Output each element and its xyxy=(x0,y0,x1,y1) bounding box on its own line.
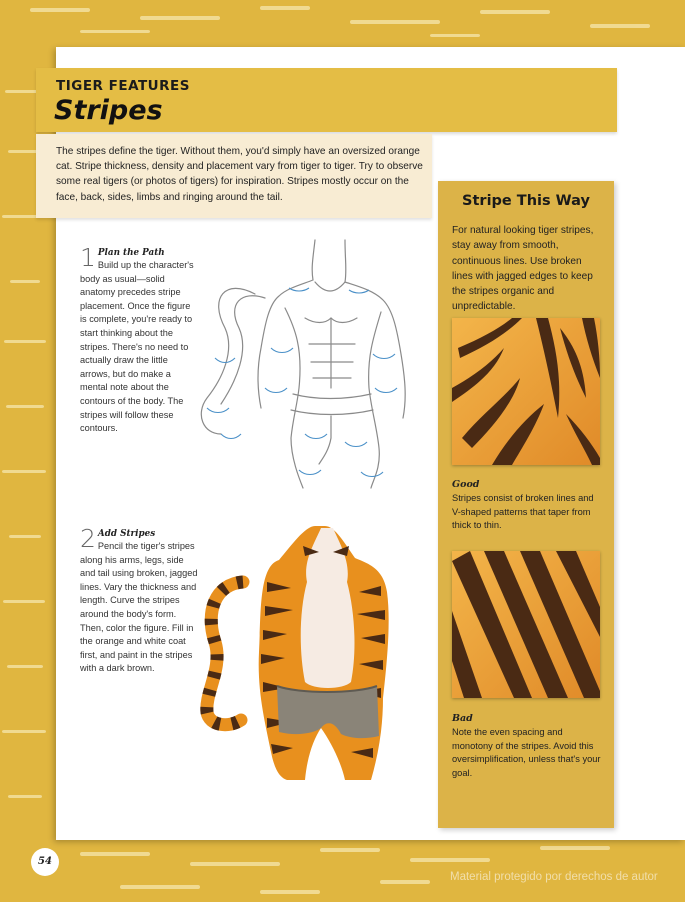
sketch-figure xyxy=(195,238,425,490)
bad-stripes-swatch xyxy=(452,551,600,698)
good-label: Good xyxy=(452,479,480,490)
step-number: 2 xyxy=(80,524,96,553)
step-title: Plan the Path xyxy=(97,248,165,258)
bad-text: Note the even spacing and monotony of the stripes. Avoid this oversimplification, unless that's your goal. xyxy=(452,727,601,779)
step-add-stripes xyxy=(80,524,198,676)
step-title: Add Stripes xyxy=(97,529,156,539)
good-text: Stripes consist of broken lines and V-shaped patterns that taper from thick to thin. xyxy=(452,493,594,531)
intro-box xyxy=(36,134,432,218)
step-text: Pencil the tiger's stripes along his arms, legs, side and tail using broken, jagged lines. Vary the thickness and length. Curve the stripes around the body's form. Then, color the figure. Fill in the orange and white coat first, and paint in the stripes with a dark brown. xyxy=(80,541,198,674)
intro-text: The stripes define the tiger. Without them, you'd simply have an oversized orange cat. Stripe thickness, density and placement vary from tiger to tiger. Try to observe some real tigers (or photos of tigers) for inspiration. Stripes mostly occur on the face, back, sides, limbs and ringing around the tail. xyxy=(56,146,423,203)
title-band xyxy=(36,68,617,132)
tiger-figure xyxy=(195,522,425,780)
page-title: Stripes xyxy=(54,95,163,126)
sidebar-text: For natural looking tiger stripes, stay away from smooth, continuous lines. Use broken lines with jagged edges to keep the stripes organic and unpredictable. xyxy=(452,225,594,313)
step-text: Build up the character's body as usual—solid anatomy precedes stripe placement. Once the figure is complete, you're ready to start thinking about the stripes. There's no need to actually draw the little arrows, but do make a mental note about the contours of the body. The stripes will follow these contours. xyxy=(80,260,194,434)
sidebar-stripe-this-way xyxy=(438,181,614,828)
copyright-watermark: Material protegido por derechos de autor xyxy=(450,871,658,883)
section-kicker: TIGER FEATURES xyxy=(56,78,190,94)
good-stripes-swatch xyxy=(452,318,600,465)
sidebar-title: Stripe This Way xyxy=(462,193,590,209)
page-number: 54 xyxy=(31,848,59,876)
bad-label: Bad xyxy=(452,713,473,724)
step-plan-the-path xyxy=(80,243,198,436)
step-number: 1 xyxy=(80,243,96,272)
